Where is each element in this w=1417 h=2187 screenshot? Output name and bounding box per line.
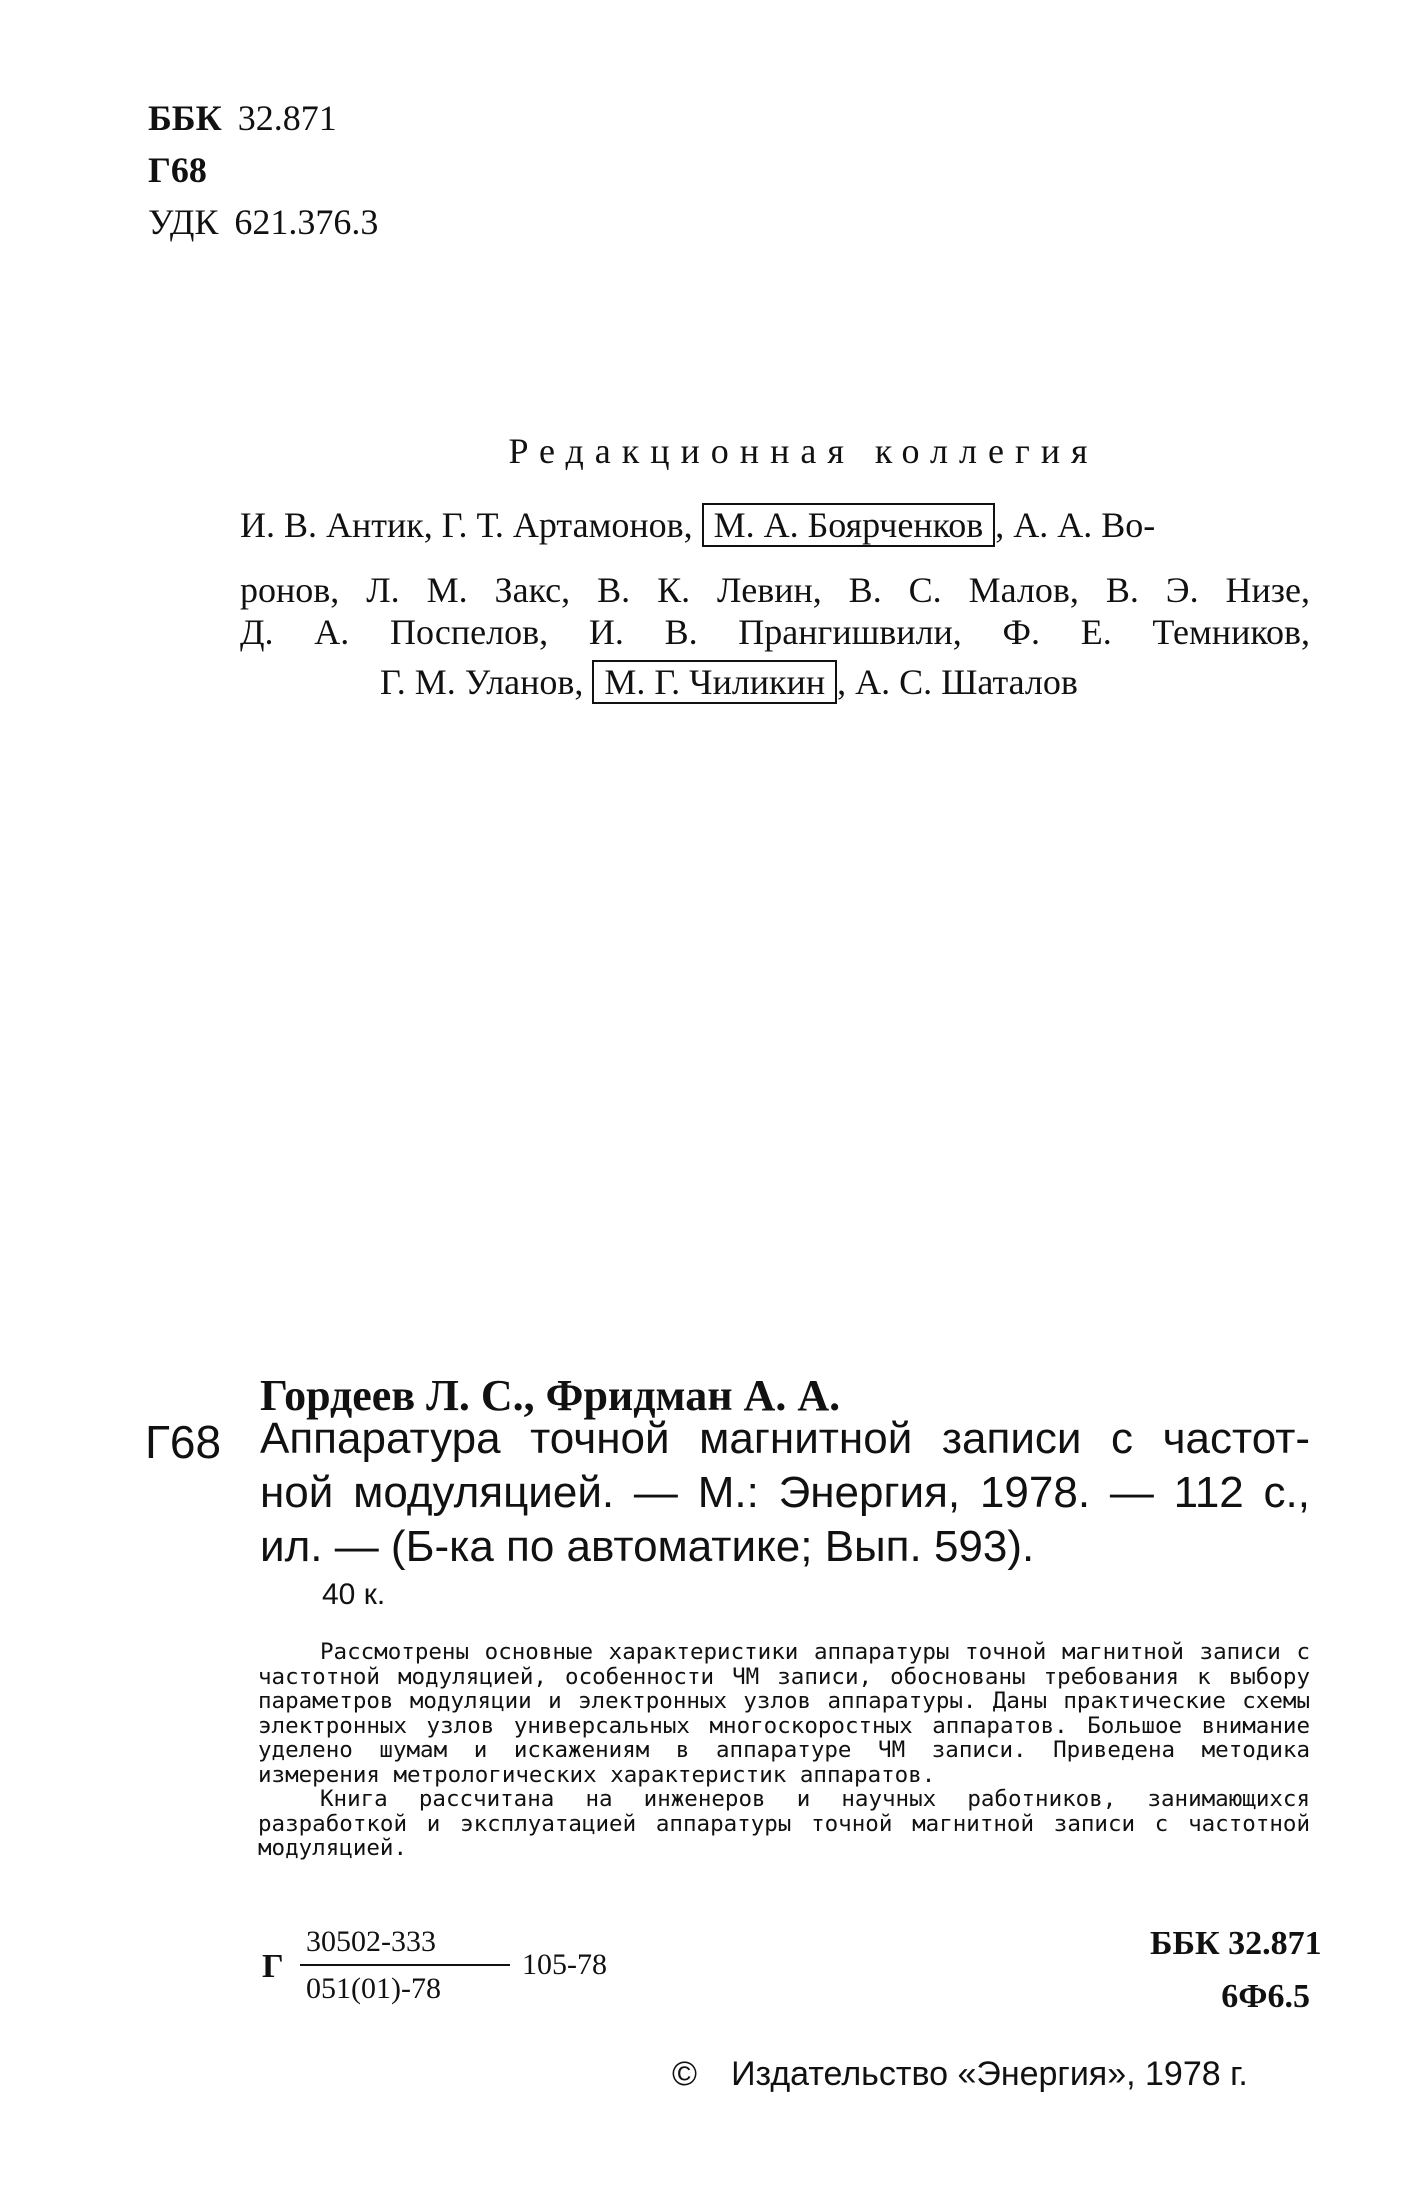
book-title-line-3: ил. — (Б-ка по автоматике; Вып. 593). (260, 1522, 1035, 1571)
catalog-denominator: 051(01)-78 (306, 1972, 441, 2005)
editorial-board-line-3: Д. А. Поспелов, И. В. Прангишвили, Ф. Е. Темников, (240, 612, 1310, 652)
annotation-paragraph-1: Рассмотрены основные характеристики аппаратуры точной магнитной записи с частотной модуляцией, особенности ЧМ записи, обоснованы требования к выбору параметров модуляции и электронных узлов аппаратуры. Даны практические схемы электронных узлов универсальных многоскоростных аппаратов. Большое внимание уделено шумам и искажениям в аппаратуре ЧМ записи. Приведена методика измерения метрологических характеристик аппаратов. (258, 1639, 1310, 1788)
book-code: Г68 (145, 1416, 222, 1468)
udk-value: 621.376.3 (234, 202, 379, 242)
bbk-value: 32.871 (237, 98, 337, 138)
board-names-4b: , А. С. Шаталов (837, 662, 1078, 702)
editorial-board-line-4 (380, 660, 1078, 704)
udk-label: УДК (148, 202, 219, 242)
annotation-paragraph-2: Книга рассчитана на инженеров и научных работников, занимающихся разработкой и эксплуатацией аппаратуры точной магнитной записи с частотной модуляцией. (258, 1786, 1310, 1861)
editorial-board-line-1 (240, 503, 1155, 547)
bbk-line (148, 92, 378, 144)
board-names-1b: , А. А. Во- (995, 505, 1156, 545)
copyright-text: Издательство «Энергия», 1978 г. (731, 2055, 1248, 2093)
book-title-line-1: Аппаратура точной магнитной записи с частот- (260, 1414, 1310, 1463)
book-authors: Гордеев Л. С., Фридман А. А. (260, 1371, 841, 1420)
editorial-board-line-2: ронов, Л. М. Закс, В. К. Левин, В. С. Малов, В. Э. Низе, (240, 570, 1310, 610)
classification-block (148, 92, 378, 248)
catalog-index-right: 6Ф6.5 (1221, 1978, 1310, 2015)
bbk-label: ББК (148, 98, 222, 138)
book-annotation (258, 1640, 1310, 1861)
book-price: 40 к. (322, 1578, 386, 1611)
deceased-member-box-2: М. Г. Чиликин (592, 660, 837, 704)
catalog-bbk-right: ББК 32.871 (1150, 1925, 1322, 1962)
catalog-suffix: 105-78 (522, 1948, 607, 1981)
catalog-letter: Г (262, 1948, 284, 1985)
author-mark: Г68 (148, 150, 207, 190)
catalog-numerator: 30502-333 (306, 1925, 436, 1958)
author-mark-line (148, 144, 378, 196)
book-title-line-2: ной модуляцией. — М.: Энергия, 1978. — 112 с., (260, 1468, 1310, 1517)
catalog-fraction-bar (300, 1964, 510, 1966)
copyright-icon: © (672, 2055, 698, 2093)
editorial-board-title: Редакционная коллегия (508, 431, 1099, 471)
udk-line (148, 196, 378, 248)
board-names-4a: Г. М. Уланов, (380, 662, 584, 702)
deceased-member-box: М. А. Боярченков (702, 503, 996, 547)
board-names-1a: И. В. Антик, Г. Т. Артамонов, (240, 505, 693, 545)
copyright-line (672, 2055, 1248, 2094)
